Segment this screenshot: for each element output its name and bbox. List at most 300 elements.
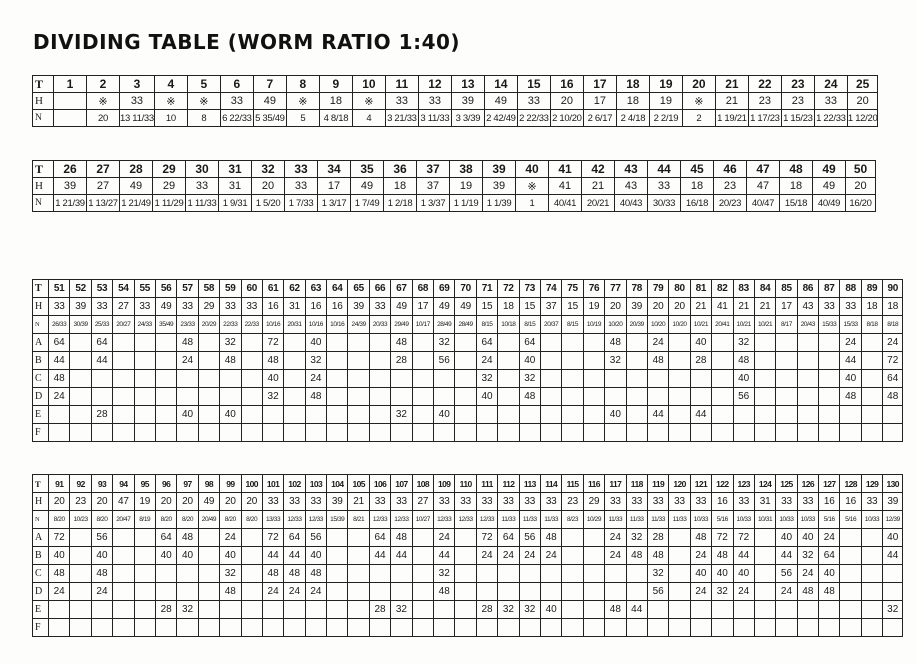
cell	[113, 547, 134, 565]
cell: 20	[550, 93, 583, 110]
cell: 10/20	[605, 316, 626, 334]
row-e	[33, 601, 903, 619]
cell	[669, 583, 690, 601]
cell: 40	[49, 547, 70, 565]
cell: 40/49	[813, 195, 846, 212]
cell: 21	[754, 298, 775, 316]
cell	[476, 583, 497, 601]
cell: 28	[476, 601, 497, 619]
cell	[498, 406, 519, 424]
cell: 24	[91, 583, 112, 601]
cell	[626, 565, 647, 583]
cell	[455, 370, 476, 388]
cell: 90	[883, 280, 903, 298]
cell	[476, 424, 497, 442]
cell	[49, 619, 70, 637]
cell: 33	[369, 298, 390, 316]
cell	[70, 547, 91, 565]
cell: 12/33	[391, 511, 412, 529]
cell	[369, 388, 390, 406]
cell: 56	[647, 583, 668, 601]
cell: 33	[498, 493, 519, 511]
cell: 44	[434, 547, 455, 565]
cell	[455, 424, 476, 442]
row-e	[33, 406, 903, 424]
cell: 64	[327, 280, 348, 298]
cell	[391, 583, 412, 601]
cell: 73	[519, 280, 540, 298]
cell	[434, 370, 455, 388]
cell: 40/41	[549, 195, 582, 212]
row-t	[33, 475, 903, 493]
cell: 65	[348, 280, 369, 298]
cell: 10/21	[733, 316, 754, 334]
cell: 18	[384, 178, 417, 195]
cell	[412, 547, 433, 565]
cell: 33	[418, 93, 451, 110]
cell: 12	[418, 76, 451, 93]
cell: 48	[690, 529, 711, 547]
row-d	[33, 388, 903, 406]
cell	[134, 601, 155, 619]
cell	[776, 424, 797, 442]
cell: 8/20	[220, 511, 241, 529]
cell	[754, 583, 775, 601]
cell	[819, 370, 840, 388]
cell	[861, 583, 882, 601]
cell	[113, 334, 134, 352]
cell: 36	[384, 161, 417, 178]
cell	[797, 406, 818, 424]
cell	[498, 352, 519, 370]
cell	[177, 565, 198, 583]
cell: 48	[519, 388, 540, 406]
cell	[348, 406, 369, 424]
cell	[861, 370, 882, 388]
cell	[562, 601, 583, 619]
cell: 48	[647, 547, 668, 565]
cell: 21	[348, 493, 369, 511]
cell: 48	[883, 388, 903, 406]
cell: 1 15/23	[781, 110, 814, 127]
cell: 8/15	[476, 316, 497, 334]
cell	[626, 406, 647, 424]
cell	[49, 406, 70, 424]
cell: 120	[669, 475, 690, 493]
cell: 19	[450, 178, 483, 195]
cell: 10/33	[797, 511, 818, 529]
cell: 19	[583, 298, 604, 316]
cell: 32	[476, 370, 497, 388]
cell: 116	[583, 475, 604, 493]
cell: 44	[262, 547, 283, 565]
cell: 12/33	[305, 511, 326, 529]
cell	[155, 406, 176, 424]
cell	[327, 370, 348, 388]
cell: 99	[220, 475, 241, 493]
cell: 4 8/18	[319, 110, 352, 127]
cell: 1 7/49	[351, 195, 384, 212]
cell: 39	[451, 93, 484, 110]
cell: 1 1/39	[483, 195, 516, 212]
cell: 86	[797, 280, 818, 298]
cell: 39	[348, 298, 369, 316]
cell: 30/39	[70, 316, 91, 334]
cell: 30/33	[648, 195, 681, 212]
cell: 29/49	[391, 316, 412, 334]
cell: 20/33	[369, 316, 390, 334]
cell: 48	[177, 529, 198, 547]
cell: 40	[305, 547, 326, 565]
cell: 48	[49, 370, 70, 388]
cell	[712, 370, 733, 388]
cell: 18	[616, 93, 649, 110]
cell: 35/49	[155, 316, 176, 334]
cell: 21	[715, 93, 748, 110]
cell: 32	[220, 565, 241, 583]
cell: 69	[434, 280, 455, 298]
cell	[241, 547, 262, 565]
cell: 32	[733, 334, 754, 352]
cell: 42	[582, 161, 615, 178]
cell: 15/39	[327, 511, 348, 529]
row-n	[33, 511, 903, 529]
cell: 44	[840, 352, 861, 370]
cell: 64	[369, 529, 390, 547]
row-label: D	[33, 583, 49, 601]
cell: 80	[669, 280, 690, 298]
cell	[177, 619, 198, 637]
cell	[797, 334, 818, 352]
cell	[155, 370, 176, 388]
cell: 24	[519, 547, 540, 565]
cell	[369, 352, 390, 370]
cell: 37	[417, 161, 450, 178]
cell: 8/20	[177, 511, 198, 529]
cell: 89	[861, 280, 882, 298]
cell: 40/43	[615, 195, 648, 212]
cell: 58	[198, 280, 219, 298]
cell	[562, 370, 583, 388]
cell	[391, 370, 412, 388]
cell	[113, 370, 134, 388]
cell: 12/33	[476, 511, 497, 529]
cell: 47	[747, 178, 780, 195]
cell: 19	[134, 493, 155, 511]
cell: 8/20	[155, 511, 176, 529]
cell: 4	[154, 76, 187, 93]
cell	[134, 334, 155, 352]
cell: 20	[241, 493, 262, 511]
row-label: B	[33, 547, 49, 565]
cell: 5/16	[840, 511, 861, 529]
cell	[540, 334, 561, 352]
cell: 64	[476, 334, 497, 352]
cell	[498, 334, 519, 352]
cell: 19	[649, 76, 682, 93]
cell: 40	[733, 565, 754, 583]
cell: 2 2/19	[649, 110, 682, 127]
cell	[348, 619, 369, 637]
cell	[819, 352, 840, 370]
cell: 44	[776, 547, 797, 565]
cell	[369, 565, 390, 583]
cell: 32	[305, 352, 326, 370]
cell: 1 9/31	[219, 195, 252, 212]
cell: 48	[49, 565, 70, 583]
cell: 24	[776, 583, 797, 601]
cell: 32	[712, 583, 733, 601]
row-label: N	[33, 110, 54, 127]
cell	[348, 424, 369, 442]
cell: 24	[220, 529, 241, 547]
cell: 68	[412, 280, 433, 298]
cell: 10/17	[412, 316, 433, 334]
row-label: N	[33, 316, 49, 334]
cell	[819, 406, 840, 424]
cell: 49	[484, 93, 517, 110]
cell: 8/18	[883, 316, 903, 334]
cell: 14	[484, 76, 517, 93]
cell	[498, 619, 519, 637]
row-f	[33, 619, 903, 637]
row-t	[33, 76, 878, 93]
cell	[241, 619, 262, 637]
cell: 29	[153, 178, 186, 195]
cell: 20/23	[714, 195, 747, 212]
cell: 1 17/23	[748, 110, 781, 127]
cell: 32	[498, 601, 519, 619]
cell	[754, 619, 775, 637]
cell: 40	[690, 334, 711, 352]
cell	[583, 601, 604, 619]
cell: 20	[252, 178, 285, 195]
cell: 10/29	[583, 511, 604, 529]
cell: 24	[814, 76, 847, 93]
cell	[348, 352, 369, 370]
cell: 1 5/20	[252, 195, 285, 212]
cell: 49	[120, 178, 153, 195]
cell: 41	[549, 161, 582, 178]
cell: 21	[582, 178, 615, 195]
cell: 23/33	[177, 316, 198, 334]
cell: 101	[262, 475, 283, 493]
cell: 56	[155, 280, 176, 298]
cell	[113, 565, 134, 583]
cell	[327, 565, 348, 583]
cell	[605, 370, 626, 388]
cell	[626, 370, 647, 388]
cell: 114	[540, 475, 561, 493]
cell: 21	[690, 298, 711, 316]
cell: 28	[690, 352, 711, 370]
cell: 24	[49, 583, 70, 601]
cell: 2	[87, 76, 120, 93]
cell	[155, 583, 176, 601]
cell: 33	[840, 298, 861, 316]
cell: 20/49	[198, 511, 219, 529]
cell	[690, 619, 711, 637]
cell: 64	[155, 529, 176, 547]
cell	[434, 424, 455, 442]
cell	[476, 619, 497, 637]
cell	[819, 601, 840, 619]
cell: 1 21/39	[54, 195, 87, 212]
cell: 44	[91, 352, 112, 370]
cell	[134, 529, 155, 547]
cell: 11/33	[540, 511, 561, 529]
cell	[262, 619, 283, 637]
cell	[455, 334, 476, 352]
cell: 23	[70, 493, 91, 511]
cell: 8/20	[91, 511, 112, 529]
cell	[134, 352, 155, 370]
cell	[155, 424, 176, 442]
cell: 51	[49, 280, 70, 298]
cell	[883, 424, 903, 442]
cell	[626, 334, 647, 352]
cell: 122	[712, 475, 733, 493]
cell	[819, 424, 840, 442]
cell: 20	[91, 493, 112, 511]
cell: 4	[352, 110, 385, 127]
cell	[861, 352, 882, 370]
cell: 44	[733, 547, 754, 565]
cell: 20/41	[712, 316, 733, 334]
row-label: E	[33, 406, 49, 424]
cell	[241, 424, 262, 442]
cell	[605, 583, 626, 601]
row-label: E	[33, 601, 49, 619]
cell: 72	[712, 529, 733, 547]
cell	[348, 583, 369, 601]
cell: 109	[434, 475, 455, 493]
cell	[155, 352, 176, 370]
cell: 10/16	[305, 316, 326, 334]
cell	[70, 565, 91, 583]
cell: 40	[605, 406, 626, 424]
cell: 11/33	[519, 511, 540, 529]
cell: 13 11/33	[120, 110, 155, 127]
cell	[562, 406, 583, 424]
cell	[455, 619, 476, 637]
cell	[626, 619, 647, 637]
cell: 48	[605, 601, 626, 619]
cell: 79	[647, 280, 668, 298]
cell: 48	[91, 565, 112, 583]
cell: 16	[712, 493, 733, 511]
cell: 107	[391, 475, 412, 493]
cell	[498, 583, 519, 601]
cell	[412, 565, 433, 583]
cell	[455, 583, 476, 601]
cell: 85	[776, 280, 797, 298]
cell	[70, 601, 91, 619]
cell: 11/33	[626, 511, 647, 529]
cell	[241, 601, 262, 619]
cell: 18	[498, 298, 519, 316]
cell: 39	[70, 298, 91, 316]
row-h	[33, 178, 876, 195]
cell: 8/15	[519, 316, 540, 334]
cell	[712, 352, 733, 370]
cell: 76	[583, 280, 604, 298]
cell	[198, 619, 219, 637]
cell: 15	[517, 76, 550, 93]
cell	[647, 424, 668, 442]
cell: 13	[451, 76, 484, 93]
cell: 48	[220, 583, 241, 601]
cell	[241, 529, 262, 547]
cell	[754, 565, 775, 583]
cell	[712, 388, 733, 406]
row-b	[33, 352, 903, 370]
cell	[605, 619, 626, 637]
cell	[519, 583, 540, 601]
cell: 33	[391, 493, 412, 511]
cell	[348, 601, 369, 619]
cell	[754, 370, 775, 388]
cell: 46	[714, 161, 747, 178]
cell: 44	[49, 352, 70, 370]
cell: 6	[220, 76, 253, 93]
cell: 100	[241, 475, 262, 493]
cell	[348, 547, 369, 565]
cell: 32	[626, 529, 647, 547]
cell: 56	[91, 529, 112, 547]
cell: 10	[352, 76, 385, 93]
cell: 20/37	[540, 316, 561, 334]
cell	[669, 424, 690, 442]
cell: 102	[284, 475, 305, 493]
cell: 20	[49, 493, 70, 511]
cell: 37	[540, 298, 561, 316]
cell: 67	[391, 280, 412, 298]
cell: 28/49	[434, 316, 455, 334]
cell: 32	[797, 547, 818, 565]
cell: 48	[262, 352, 283, 370]
cell: 48	[647, 352, 668, 370]
dividing-table-1-25	[32, 75, 878, 127]
cell	[284, 619, 305, 637]
cell	[198, 388, 219, 406]
cell	[733, 424, 754, 442]
cell	[262, 406, 283, 424]
cell: 117	[605, 475, 626, 493]
cell: 30	[186, 161, 219, 178]
cell	[626, 424, 647, 442]
row-c	[33, 370, 903, 388]
cell: 40	[519, 352, 540, 370]
cell	[861, 406, 882, 424]
cell: 64	[49, 334, 70, 352]
cell	[412, 406, 433, 424]
cell: 127	[819, 475, 840, 493]
cell	[754, 547, 775, 565]
cell: 33	[626, 493, 647, 511]
row-c	[33, 565, 903, 583]
cell	[669, 370, 690, 388]
cell: 8/20	[49, 511, 70, 529]
cell	[690, 370, 711, 388]
cell	[583, 388, 604, 406]
cell	[369, 424, 390, 442]
cell: ※	[286, 93, 319, 110]
row-label: H	[33, 298, 49, 316]
cell: 62	[284, 280, 305, 298]
row-label: T	[33, 280, 49, 298]
cell	[262, 601, 283, 619]
